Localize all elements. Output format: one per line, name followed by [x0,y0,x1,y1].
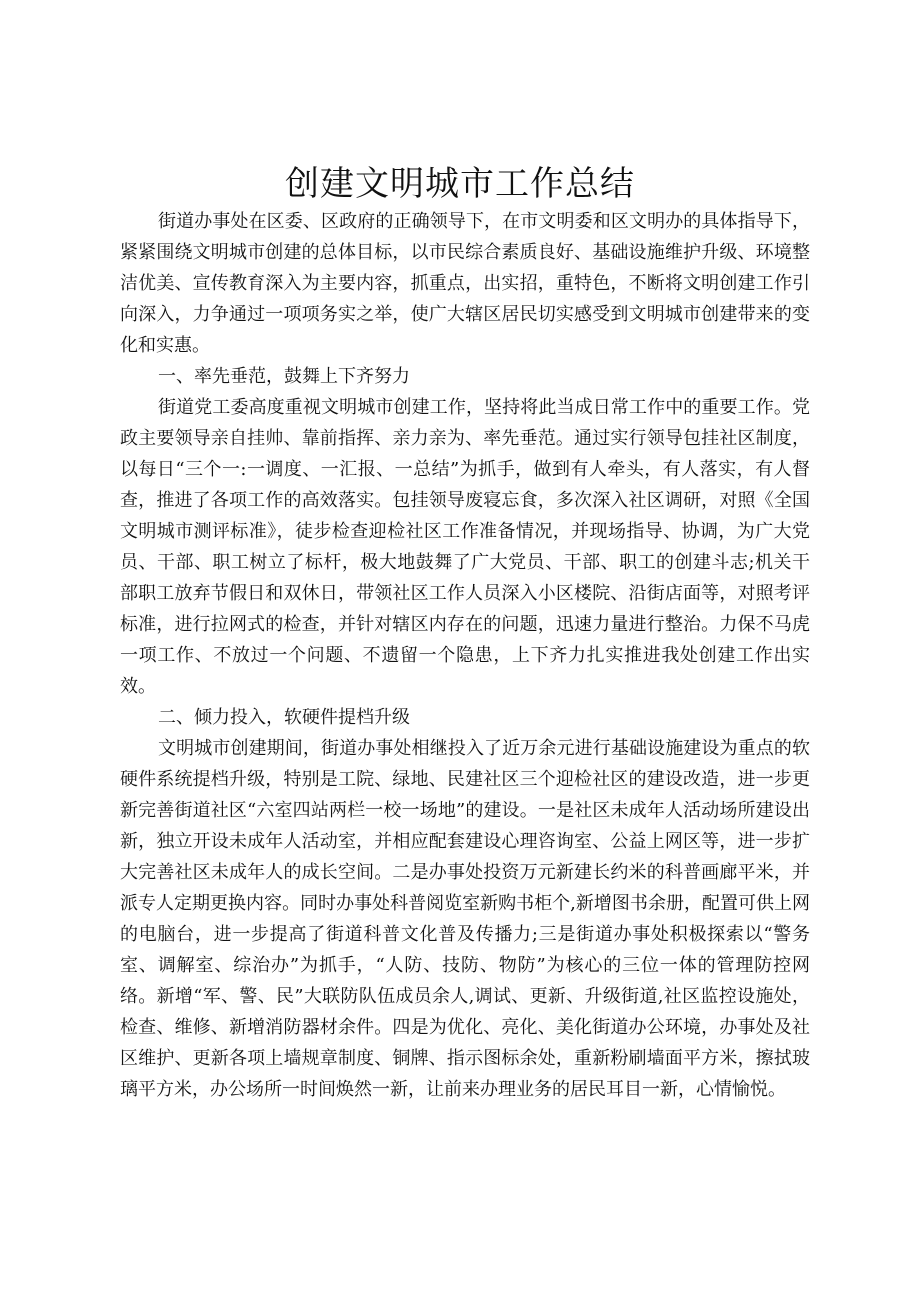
section-2-paragraph: 文明城市创建期间，街道办事处相继投入了近万余元进行基础设施建设为重点的软硬件系统提档升级，特别是工院、绿地、民建社区三个迎检社区的建设改造，进一步更新完善街道社区“六室四站两栏一校一场地”的建设。一是社区未成年人活动场所建设出新，独立开设未成年人活动室，并相应配套建设心理咨询室、公益上网区等，进一步扩大完善社区未成年人的成长空间。二是办事处投资万元新建长约米的科普画廊平米，并派专人定期更换内容。同时办事处科普阅览室新购书柜个,新增图书余册，配置可供上网的电脑台，进一步提高了街道科普文化普及传播力;三是街道办事处积极探索以“警务室、调解室、综治办”为抓手，“人防、技防、物防”为核心的三位一体的管理防控网络。新增“军、警、民”大联防队伍成员余人,调试、更新、升级街道,社区监控设施处，检查、维修、新增消防器材余件。四是为优化、亮化、美化街道办公环境，办事处及社区维护、更新各项上墙规章制度、铜牌、指示图标余处，重新粉刷墙面平方米，擦拭玻璃平方米，办公场所一时间焕然一新，让前来办理业务的居民耳目一新，心情愉悦。 [120,738,810,1100]
document-title: 创建文明城市工作总结 [285,164,635,204]
section-heading-1: 一、率先垂范，鼓舞上下齐努力 [158,366,410,387]
intro-paragraph: 街道办事处在区委、区政府的正确领导下，在市文明委和区文明办的具体指导下，紧紧围绕文明城市创建的总体目标，以市民综合素质良好、基础设施维护升级、环境整洁优美、宣传教育深入为主要内容，抓重点，出实招，重特色，不断将文明创建工作引向深入，力争通过一项项务实之举，使广大辖区居民切实感受到文明城市创建带来的变化和实惠。 [120,211,810,356]
section-heading-2: 二、倾力投入，软硬件提档升级 [158,707,410,728]
document-body [120,206,810,1105]
section-1-paragraph: 街道党工委高度重视文明城市创建工作，坚持将此当成日常工作中的重要工作。党政主要领导亲自挂帅、靠前指挥、亲力亲为、率先垂范。通过实行领导包挂社区制度，以每日“三个一:一调度、一汇报、一总结”为抓手，做到有人牵头，有人落实，有人督查，推进了各项工作的高效落实。包挂领导废寝忘食，多次深入社区调研，对照《全国文明城市测评标准》，徒步检查迎检社区工作准备情况，并现场指导、协调，为广大党员、干部、职工树立了标杆，极大地鼓舞了广大党员、干部、职工的创建斗志;机关干部职工放弃节假日和双休日，带领社区工作人员深入小区楼院、沿街店面等，对照考评标准，进行拉网式的检查，并针对辖区内存在的问题，迅速力量进行整治。力保不马虎一项工作、不放过一个问题、不遗留一个隐患，上下齐力扎实推进我处创建工作出实效。 [120,397,810,697]
